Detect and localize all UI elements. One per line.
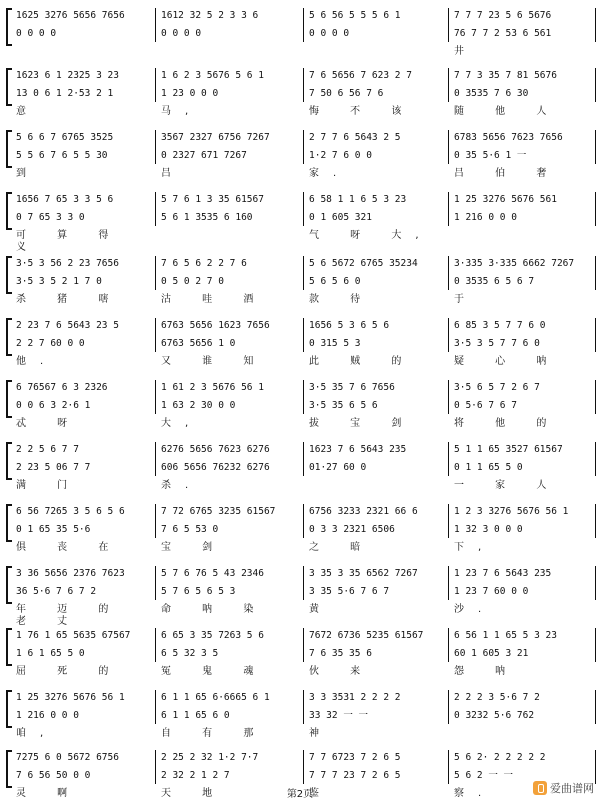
lower-voice-measure: 36 5·6 7 6 7 2	[16, 586, 97, 597]
lower-voice-measure: 1 23 7 60 0 0	[454, 586, 529, 597]
upper-voice-measure: 3 35 3 35 6562 7267	[309, 568, 418, 579]
upper-voice-measure: 1656 7 65 3 3 5 6	[16, 194, 114, 205]
lower-voice-measure: 3·5 3 5 7 7 6 0	[454, 338, 540, 349]
lyric-text: 大,	[161, 418, 203, 429]
barline	[595, 566, 596, 600]
system-bracket	[6, 130, 12, 168]
upper-voice-measure: 6783 5656 7623 7656	[454, 132, 563, 143]
barline	[303, 566, 304, 600]
score-system	[0, 66, 600, 126]
lower-voice-measure: 606 5656 76232 6276	[161, 462, 270, 473]
score-system	[0, 6, 600, 66]
lyric-text: 沙.	[454, 604, 496, 615]
upper-voice-measure: 7275 6 0 5672 6756	[16, 752, 119, 763]
upper-voice-measure: 6756 3233 2321 66 6	[309, 506, 418, 517]
lyric-text: 吕 伯 奢	[454, 168, 561, 179]
upper-voice-measure: 6 76567 6 3 2326	[16, 382, 108, 393]
lyric-text: 之 暗	[309, 542, 375, 553]
upper-voice-measure: 5 6 6 7 6765 3525	[16, 132, 114, 143]
score-system	[0, 128, 600, 188]
barline	[155, 192, 156, 226]
barline	[448, 628, 449, 662]
upper-voice-measure: 1 76 1 65 5635 67567	[16, 630, 131, 641]
lower-voice-measure: 5 6 2 一 一	[454, 770, 514, 781]
lower-voice-measure: 7 50 6 56 7 6	[309, 88, 384, 99]
barline	[448, 256, 449, 290]
lower-voice-measure: 0 1 1 65 5 0	[454, 462, 523, 473]
lower-voice-measure: 6 5 32 3 5	[161, 648, 219, 659]
barline	[155, 8, 156, 42]
lyric-text: 又 谁 知	[161, 356, 268, 367]
barline	[595, 256, 596, 290]
barline	[303, 130, 304, 164]
upper-voice-measure: 5 1 1 65 3527 61567	[454, 444, 563, 455]
system-bracket	[6, 8, 12, 46]
barline	[303, 192, 304, 226]
lower-voice-measure: 0 0 6 3 2·6 1	[16, 400, 91, 411]
lower-voice-measure: 3·5 3 5 2 1 7 0	[16, 276, 102, 287]
lower-voice-measure: 5 7 6 5 6 5 3	[161, 586, 236, 597]
lyric-text: 将 他 的	[454, 418, 561, 429]
lower-voice-measure: 7 6 56 50 0 0	[16, 770, 91, 781]
lower-voice-measure: 7 6 35 35 6	[309, 648, 372, 659]
upper-voice-measure: 3·5 6 5 7 2 6 7	[454, 382, 540, 393]
score-system	[0, 502, 600, 562]
system-bracket	[6, 690, 12, 728]
barline	[448, 442, 449, 476]
barline	[448, 8, 449, 42]
barline	[595, 504, 596, 538]
upper-voice-measure: 1 25 3276 5676 56 1	[16, 692, 125, 703]
upper-voice-measure: 2 2 5 6 7 7	[16, 444, 79, 455]
barline	[595, 130, 596, 164]
lyric-text: 怨 呐	[454, 666, 520, 677]
system-bracket	[6, 380, 12, 418]
system-bracket	[6, 442, 12, 480]
barline	[155, 750, 156, 784]
page-number: 第2页	[286, 789, 314, 800]
barline	[448, 566, 449, 600]
lower-voice-measure: 0 7 65 3 3 0	[16, 212, 85, 223]
system-bracket	[6, 318, 12, 356]
lower-voice-measure: 1 63 2 30 0 0	[161, 400, 236, 411]
lower-voice-measure: 3 35 5·6 7 6 7	[309, 586, 390, 597]
lower-voice-measure: 1·2 7 6 0 0	[309, 150, 372, 161]
lyric-text: 年 迈 的 老 丈	[16, 604, 123, 627]
barline	[303, 380, 304, 414]
lower-voice-measure: 01·27 60 0	[309, 462, 367, 473]
score-system	[0, 254, 600, 314]
upper-voice-measure: 3·5 35 7 6 7656	[309, 382, 395, 393]
lower-voice-measure: 2 32 2 1 2 7	[161, 770, 230, 781]
lower-voice-measure: 0 3 3 2321 6506	[309, 524, 395, 535]
lower-voice-measure: 0 5·6 7 6 7	[454, 400, 517, 411]
lyric-text: 下,	[454, 542, 496, 553]
lyric-text: 屈 死 的	[16, 666, 123, 677]
barline	[448, 192, 449, 226]
lyric-text: 吕	[161, 168, 185, 179]
upper-voice-measure: 6763 5656 1623 7656	[161, 320, 270, 331]
upper-voice-measure: 1 61 2 3 5676 56 1	[161, 382, 264, 393]
lyric-text: 井	[454, 46, 478, 57]
barline	[155, 380, 156, 414]
upper-voice-measure: 3·5 3 56 2 23 7656	[16, 258, 119, 269]
system-bracket	[6, 628, 12, 666]
upper-voice-measure: 7672 6736 5235 61567	[309, 630, 424, 641]
lower-voice-measure: 76 7 7 2 53 6 561	[454, 28, 552, 39]
upper-voice-measure: 3·335 3·335 6662 7267	[454, 258, 575, 269]
upper-voice-measure: 2 25 2 32 1·2 7·7	[161, 752, 259, 763]
lyric-text: 随 他 人	[454, 106, 561, 117]
upper-voice-measure: 6 56 1 1 65 5 3 23	[454, 630, 557, 641]
lower-voice-measure: 0 3535 6 5 6 7	[454, 276, 535, 287]
barline	[155, 68, 156, 102]
system-bracket	[6, 750, 12, 788]
lyric-text: 命 呐 染	[161, 604, 268, 615]
barline	[595, 8, 596, 42]
lyric-text: 拔 宝 剑	[309, 418, 416, 429]
barline	[448, 68, 449, 102]
lyric-text: 宝 剑	[161, 542, 227, 553]
lower-voice-measure: 1 23 0 0 0	[161, 88, 219, 99]
lower-voice-measure: 0 3535 7 6 30	[454, 88, 529, 99]
lyric-text: 悔 不 该	[309, 106, 416, 117]
lyric-text: 意	[16, 106, 40, 117]
upper-voice-measure: 1623 6 1 2325 3 23	[16, 70, 119, 81]
lyric-text: 马,	[161, 106, 203, 117]
upper-voice-measure: 3567 2327 6756 7267	[161, 132, 270, 143]
barline	[595, 192, 596, 226]
lower-voice-measure: 6763 5656 1 0	[161, 338, 236, 349]
score-system	[0, 440, 600, 500]
upper-voice-measure: 2 7 7 6 5643 2 5	[309, 132, 401, 143]
upper-voice-measure: 6 85 3 5 7 7 6 0	[454, 320, 546, 331]
barline	[155, 130, 156, 164]
barline	[595, 318, 596, 352]
upper-voice-measure: 7 6 5656 7 623 2 7	[309, 70, 412, 81]
music-note-icon	[533, 781, 547, 795]
barline	[303, 504, 304, 538]
lower-voice-measure: 0 1 605 321	[309, 212, 372, 223]
lower-voice-measure: 60 1 605 3 21	[454, 648, 529, 659]
upper-voice-measure: 5 6 2· 2 2 2 2 2	[454, 752, 546, 763]
score-system	[0, 378, 600, 438]
barline	[303, 8, 304, 42]
watermark-label: 爱曲谱网	[550, 782, 594, 795]
lower-voice-measure: 2 2 7 60 0 0	[16, 338, 85, 349]
lower-voice-measure: 0 0 0 0	[16, 28, 57, 39]
lyric-text: 忒 呀	[16, 418, 82, 429]
score-system	[0, 564, 600, 627]
upper-voice-measure: 5 7 6 76 5 43 2346	[161, 568, 264, 579]
barline	[448, 380, 449, 414]
barline	[303, 442, 304, 476]
system-bracket	[6, 68, 12, 106]
upper-voice-measure: 1656 5 3 6 5 6	[309, 320, 390, 331]
lower-voice-measure: 33 32 一 一	[309, 710, 369, 721]
system-bracket	[6, 504, 12, 542]
lyric-text: 杀 猪 嗐	[16, 294, 123, 305]
lyric-text: 此 贼 的	[309, 356, 416, 367]
lyric-text: 冤 鬼 魂	[161, 666, 268, 677]
lyric-text: 可 算 得 义	[16, 230, 123, 253]
upper-voice-measure: 5 6 56 5 5 5 6 1	[309, 10, 401, 21]
upper-voice-measure: 6 1 1 65 6·6665 6 1	[161, 692, 270, 703]
lyric-text: 款 待	[309, 294, 375, 305]
lyric-text: 鉴	[309, 788, 333, 799]
barline	[448, 130, 449, 164]
upper-voice-measure: 5 6 5672 6765 35234	[309, 258, 418, 269]
watermark	[533, 780, 594, 796]
lower-voice-measure: 5 5 6 7 6 5 5 30	[16, 150, 108, 161]
barline	[595, 68, 596, 102]
lyric-text: 气 呀 大,	[309, 230, 433, 241]
lyric-text: 天 地	[161, 788, 227, 799]
lyric-text: 咱,	[16, 728, 58, 739]
upper-voice-measure: 1612 32 5 2 3 3 6	[161, 10, 259, 21]
barline	[595, 442, 596, 476]
barline	[303, 256, 304, 290]
lower-voice-measure: 0 5 0 2 7 0	[161, 276, 224, 287]
barline	[448, 690, 449, 724]
upper-voice-measure: 7 7 7 23 5 6 5676	[454, 10, 552, 21]
upper-voice-measure: 5 7 6 1 3 35 61567	[161, 194, 264, 205]
barline	[303, 68, 304, 102]
lower-voice-measure: 0 35 5·6 1 一	[454, 150, 527, 161]
barline	[155, 442, 156, 476]
upper-voice-measure: 1 23 7 6 5643 235	[454, 568, 552, 579]
lower-voice-measure: 2 23 5 06 7 7	[16, 462, 91, 473]
lower-voice-measure: 1 32 3 0 0 0	[454, 524, 523, 535]
system-bracket	[6, 192, 12, 230]
barline	[303, 318, 304, 352]
barline	[448, 750, 449, 784]
lower-voice-measure: 13 0 6 1 2·53 2 1	[16, 88, 114, 99]
lower-voice-measure: 1 216 0 0 0	[16, 710, 79, 721]
system-bracket	[6, 566, 12, 604]
barline	[595, 628, 596, 662]
lyric-text: 于	[454, 294, 478, 305]
upper-voice-measure: 1 2 3 3276 5676 56 1	[454, 506, 569, 517]
upper-voice-measure: 6 65 3 35 7263 5 6	[161, 630, 264, 641]
lower-voice-measure: 1 216 0 0 0	[454, 212, 517, 223]
score-system	[0, 688, 600, 748]
lyric-text: 黄	[309, 604, 333, 615]
score-system	[0, 316, 600, 376]
barline	[155, 566, 156, 600]
lyric-text: 沽 哇 酒	[161, 294, 268, 305]
lyric-text: 自 有 那	[161, 728, 268, 739]
lower-voice-measure: 0 0 0 0	[309, 28, 350, 39]
lyric-text: 一 家 人	[454, 480, 561, 491]
upper-voice-measure: 1623 7 6 5643 235	[309, 444, 407, 455]
barline	[155, 690, 156, 724]
lower-voice-measure: 6 1 1 65 6 0	[161, 710, 230, 721]
lower-voice-measure: 0 1 65 35 5·6	[16, 524, 91, 535]
barline	[303, 690, 304, 724]
lyric-text: 俱 丧 在	[16, 542, 123, 553]
lower-voice-measure: 0 0 0 0	[161, 28, 202, 39]
upper-voice-measure: 7 7 3 35 7 81 5676	[454, 70, 557, 81]
barline	[155, 256, 156, 290]
upper-voice-measure: 2 2 2 3 5·6 7 2	[454, 692, 540, 703]
barline	[448, 318, 449, 352]
barline	[155, 504, 156, 538]
lower-voice-measure: 0 315 5 3	[309, 338, 361, 349]
lyric-text: 神	[309, 728, 333, 739]
lower-voice-measure: 7 6 5 53 0	[161, 524, 219, 535]
upper-voice-measure: 3 3 3531 2 2 2 2	[309, 692, 401, 703]
barline	[303, 750, 304, 784]
upper-voice-measure: 2 23 7 6 5643 23 5	[16, 320, 119, 331]
upper-voice-measure: 6276 5656 7623 6276	[161, 444, 270, 455]
lyric-text: 他.	[16, 356, 58, 367]
barline	[595, 380, 596, 414]
system-bracket	[6, 256, 12, 294]
lyric-text: 灵 啊	[16, 788, 82, 799]
lyric-text: 察.	[454, 788, 496, 799]
upper-voice-measure: 1 25 3276 5676 561	[454, 194, 557, 205]
barline	[155, 318, 156, 352]
lower-voice-measure: 0 3232 5·6 762	[454, 710, 535, 721]
barline	[155, 628, 156, 662]
lyric-text: 疑 心 呐	[454, 356, 561, 367]
lower-voice-measure: 1 6 1 65 5 0	[16, 648, 85, 659]
lower-voice-measure: 7 7 7 23 7 2 6 5	[309, 770, 401, 781]
lyric-text: 伙 来	[309, 666, 375, 677]
lyric-text: 杀.	[161, 480, 203, 491]
barline	[448, 504, 449, 538]
lyric-text: 满 门	[16, 480, 82, 491]
lyric-text: 家.	[309, 168, 351, 179]
upper-voice-measure: 3 36 5656 2376 7623	[16, 568, 125, 579]
score-system	[0, 190, 600, 253]
upper-voice-measure: 7 6 5 6 2 2 7 6	[161, 258, 247, 269]
score-system	[0, 626, 600, 686]
upper-voice-measure: 1 6 2 3 5676 5 6 1	[161, 70, 264, 81]
barline	[595, 750, 596, 784]
upper-voice-measure: 7 7 6723 7 2 6 5	[309, 752, 401, 763]
lyric-text: 到	[16, 168, 40, 179]
barline	[595, 690, 596, 724]
upper-voice-measure: 6 56 7265 3 5 6 5 6	[16, 506, 125, 517]
upper-voice-measure: 7 72 6765 3235 61567	[161, 506, 276, 517]
lower-voice-measure: 0 2327 671 7267	[161, 150, 247, 161]
lower-voice-measure: 5 6 5 6 0	[309, 276, 361, 287]
lower-voice-measure: 3·5 35 6 5 6	[309, 400, 378, 411]
upper-voice-measure: 1625 3276 5656 7656	[16, 10, 125, 21]
barline	[303, 628, 304, 662]
upper-voice-measure: 6 58 1 1 6 5 3 23	[309, 194, 407, 205]
lower-voice-measure: 5 6 1 3535 6 160	[161, 212, 253, 223]
